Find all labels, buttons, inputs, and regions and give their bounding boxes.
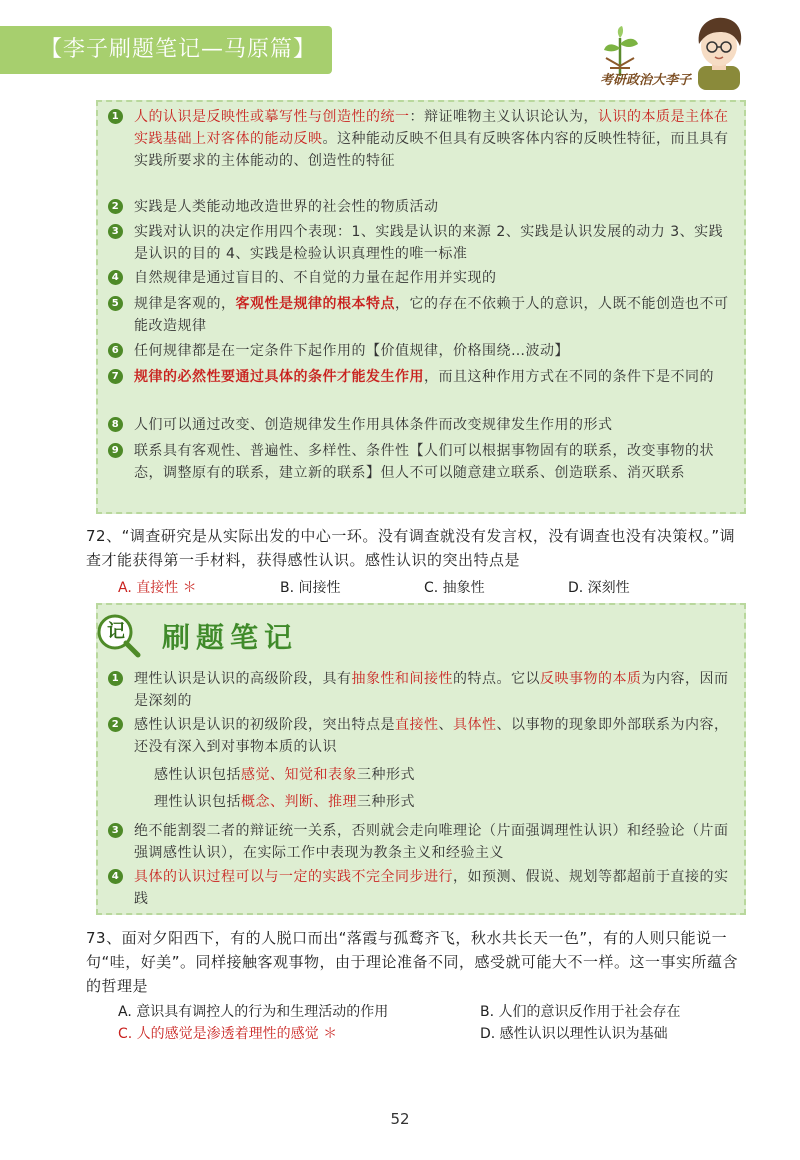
text-run: 人的认识是反映性或摹写性与创造性的统一 [134, 109, 410, 125]
item-text [110, 340, 734, 362]
list-item [110, 293, 734, 337]
list-item [110, 714, 734, 758]
number-badge: 3 [108, 224, 123, 239]
item-text [110, 293, 734, 337]
list-item [110, 414, 734, 436]
text-run: 感性认识是认识的初级阶段，突出特点是 [134, 717, 395, 733]
page-number: 52 [390, 1110, 410, 1128]
item-text [110, 414, 734, 436]
text-run: 联系具有客观性、普遍性、多样性、条件性【人们可以根据事物固有的联系，改变事物的状态，调整原有的联系，建立新的联系】但人不可以随意建立联系、创造联系、消灭联系 [134, 443, 714, 481]
list-item [110, 668, 734, 712]
text-run: 具体性 [453, 717, 497, 733]
answer-option: C. 人的感觉是渗透着理性的感觉 ＊ [118, 1026, 338, 1042]
list-item [110, 820, 734, 864]
answer-option: A. 意识具有调控人的行为和生理活动的作用 [118, 1004, 389, 1020]
text-run: 直接性 [395, 717, 439, 733]
text-run: 反映事物的本质 [540, 671, 642, 687]
number-badge: 9 [108, 443, 123, 458]
text-run: 规律是客观的， [134, 296, 236, 312]
item-text [110, 267, 734, 289]
text-run: 理性认识包括 [154, 794, 241, 810]
number-badge: 2 [108, 717, 123, 732]
number-badge: 5 [108, 296, 123, 311]
question-73-stem: 73、面对夕阳西下，有的人脱口而出“落霞与孤鹜齐飞，秋水共长天一色”，有的人则只能说一句“哇，好美”。同样接触客观事物，由于理论准备不同，感受就可能大不一样。这一事实所蕴含的哲理是 [86, 929, 739, 995]
list-item [110, 221, 734, 265]
text-run: 为内容，因而是深刻的 [134, 671, 729, 709]
text-run: 人们可以通过改变、创造规律发生作用具体条件而改变规律发生作用的形式 [134, 417, 613, 433]
answer-option: B. 间接性 [280, 580, 341, 596]
text-run: ，如预测、假说、规划等都超前于直接的实践 [134, 869, 729, 907]
text-run: 三种形式 [357, 767, 415, 783]
answer-option: C. 抽象性 [424, 580, 485, 596]
list-item [110, 366, 734, 388]
notes-subline-rational [154, 792, 415, 812]
list-item [110, 196, 734, 218]
item-text [110, 668, 734, 712]
item-text [110, 820, 734, 864]
text-run: 认识的本质是主体在实践基础上对客体的能动反映 [134, 109, 729, 147]
answer-option: D. 深刻性 [568, 580, 630, 596]
list-item [110, 340, 734, 362]
text-run: 的特点。它以 [453, 671, 540, 687]
list-item [110, 106, 734, 172]
text-run: 自然规律是通过盲目的、不自觉的力量在起作用并实现的 [134, 270, 497, 286]
text-run: 概念、判断、推理 [241, 794, 357, 810]
text-run: 任何规律都是在一定条件下起作用的【价值规律，价格围绕…波动】 [134, 343, 569, 359]
avatar [684, 14, 754, 90]
number-badge: 3 [108, 823, 123, 838]
list-item [110, 440, 734, 484]
number-badge: 4 [108, 869, 123, 884]
list-item [110, 866, 734, 910]
number-badge: 4 [108, 270, 123, 285]
number-badge: 1 [108, 671, 123, 686]
text-run: 三种形式 [357, 794, 415, 810]
item-text [110, 196, 734, 218]
question-72-stem: 72、“调查研究是从实际出发的中心一环。没有调查就没有发言权，没有调查也没有决策权。”调查才能获得第一手材料，获得感性认识。感性认识的突出特点是 [86, 527, 736, 569]
number-badge: 7 [108, 369, 123, 384]
item-text [110, 866, 734, 910]
header-title: 【李子刷题笔记—马原篇】 [40, 37, 317, 62]
text-run: 抽象性和间接性 [351, 671, 453, 687]
number-badge: 6 [108, 343, 123, 358]
notes-title: 刷题笔记 [162, 621, 299, 654]
brand-signature: 考研政治大李子 [600, 73, 692, 88]
text-run: 实践对认识的决定作用四个表现：1、实践是认识的来源 2、实践是认识发展的动力 3、实践是认识的目的 4、实践是检验认识真理性的唯一标准 [134, 224, 724, 262]
item-text [110, 440, 734, 484]
text-run: ，它的存在不依赖于人的意识，人既不能创造也不可能改造规律 [134, 296, 729, 334]
answer-option: B. 人们的意识反作用于社会存在 [480, 1004, 681, 1020]
number-badge: 1 [108, 109, 123, 124]
text-run: 实践是人类能动地改造世界的社会性的物质活动 [134, 199, 439, 215]
item-text [110, 714, 734, 758]
text-run: 感觉、知觉和表象 [241, 767, 357, 783]
text-run: 、 [438, 717, 453, 733]
text-run: 、以事物的现象即外部联系为内容，还没有深入到对事物本质的认识 [134, 717, 729, 755]
item-text [110, 366, 734, 388]
text-run: 客观性是规律的根本特点 [235, 296, 395, 312]
notes-subline-perceptual [154, 765, 415, 785]
text-run: 。这种能动反映不但具有反映客体内容的反映性特征，而且具有实践所要求的主体能动的、创造性的特征 [134, 131, 729, 169]
text-run: 规律的必然性要通过具体的条件才能发生作用 [134, 369, 424, 385]
notes-icon-label: 记 [107, 621, 125, 642]
number-badge: 2 [108, 199, 123, 214]
text-run: 具体的认识过程可以与一定的实践不完全同步进行 [134, 869, 453, 885]
text-run: ：辩证唯物主义认识论认为， [409, 109, 598, 125]
answer-option: D. 感性认识以理性认识为基础 [480, 1026, 668, 1042]
answer-option: A. 直接性 ＊ [118, 580, 197, 596]
text-run: ，而且这种作用方式在不同的条件下是不同的 [424, 369, 714, 385]
item-text [110, 221, 734, 265]
text-run: 理性认识是认识的高级阶段，具有 [134, 671, 352, 687]
number-badge: 8 [108, 417, 123, 432]
item-text [110, 106, 734, 172]
list-item [110, 267, 734, 289]
text-run: 绝不能割裂二者的辩证统一关系，否则就会走向唯理论（片面强调理性认识）和经验论（片面强调感性认识），在实际工作中表现为教条主义和经验主义 [134, 823, 729, 861]
text-run: 感性认识包括 [154, 767, 241, 783]
